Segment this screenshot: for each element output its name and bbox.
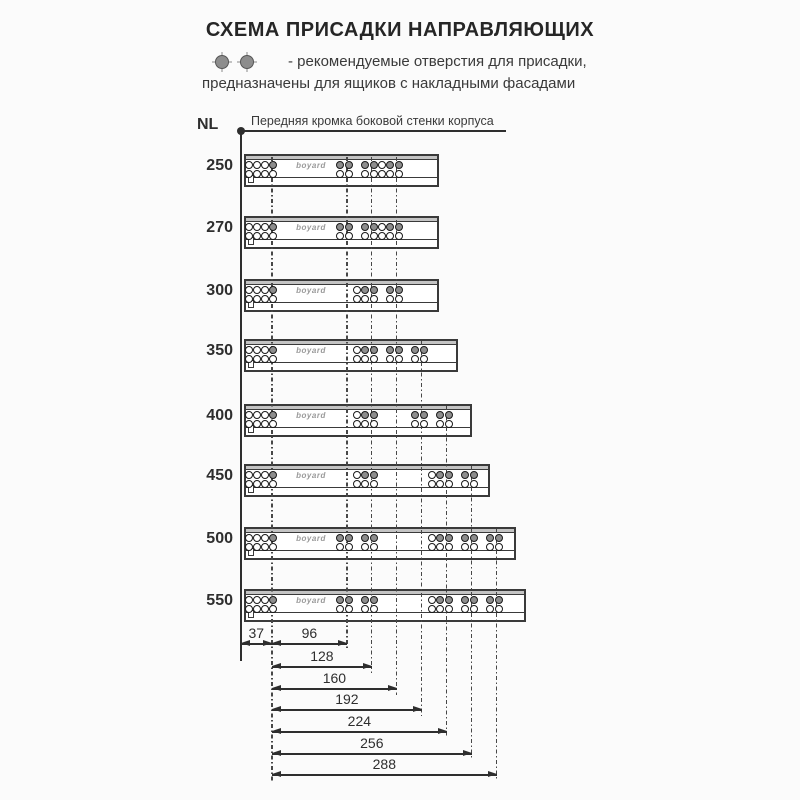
drill-hole — [336, 605, 344, 613]
drill-hole — [353, 471, 361, 479]
drill-hole — [245, 295, 253, 303]
drill-hole — [420, 420, 428, 428]
drill-hole — [370, 355, 378, 363]
drill-hole-recommended — [461, 596, 469, 604]
dimension-arrow-left — [272, 706, 281, 712]
drill-hole — [361, 232, 369, 240]
rail-top-band — [246, 591, 524, 595]
drill-hole — [245, 420, 253, 428]
drill-hole — [253, 161, 261, 169]
legend-line-1: - рекомендуемые отверстия для присадки, — [288, 53, 587, 70]
drill-hole — [253, 543, 261, 551]
drill-hole-recommended — [445, 471, 453, 479]
drill-hole — [345, 543, 353, 551]
brand-logo: boyard — [296, 534, 326, 543]
row-length-label: 500 — [206, 530, 233, 547]
drill-hole — [486, 605, 494, 613]
dimension-arrow-right — [463, 750, 472, 756]
dimension-arrow-left — [272, 750, 281, 756]
dimension-label: 128 — [310, 648, 334, 664]
front-edge-vertical-line — [240, 131, 242, 661]
drill-hole-recommended — [436, 411, 444, 419]
drill-hole-recommended — [436, 471, 444, 479]
drill-hole — [345, 605, 353, 613]
dimension-arrow-right — [438, 728, 447, 734]
drill-hole-recommended — [411, 346, 419, 354]
drill-hole — [353, 346, 361, 354]
rail-top-band — [246, 281, 437, 285]
drill-hole — [269, 232, 277, 240]
drill-hole-recommended — [269, 223, 277, 231]
drill-hole — [353, 355, 361, 363]
drill-hole — [261, 411, 269, 419]
dimension-label: 37 — [248, 625, 265, 641]
drill-hole — [420, 355, 428, 363]
drill-hole-recommended — [370, 223, 378, 231]
drill-hole-recommended — [445, 534, 453, 542]
drill-hole — [261, 596, 269, 604]
drill-hole — [245, 232, 253, 240]
drill-hole — [261, 295, 269, 303]
dimension-arrow-right — [338, 640, 347, 646]
drill-hole — [261, 480, 269, 488]
drill-hole — [269, 605, 277, 613]
drill-hole-recommended — [361, 223, 369, 231]
brand-logo: boyard — [296, 161, 326, 170]
drill-hole — [370, 605, 378, 613]
drill-hole — [269, 355, 277, 363]
drill-hole — [353, 295, 361, 303]
drill-hole — [261, 223, 269, 231]
drill-hole — [428, 543, 436, 551]
drill-hole — [353, 286, 361, 294]
drill-hole-recommended — [361, 411, 369, 419]
drill-hole — [261, 355, 269, 363]
drill-hole — [261, 346, 269, 354]
drill-hole — [378, 223, 386, 231]
brand-logo: boyard — [296, 286, 326, 295]
hole-axis-line — [421, 341, 422, 716]
drill-hole — [395, 295, 403, 303]
drill-hole — [445, 480, 453, 488]
drill-hole — [370, 420, 378, 428]
drill-hole — [345, 232, 353, 240]
hole-axis-line — [471, 466, 472, 760]
drill-hole-recommended — [395, 161, 403, 169]
drill-hole — [386, 170, 394, 178]
drill-hole — [245, 596, 253, 604]
drill-hole — [428, 596, 436, 604]
drill-hole — [345, 170, 353, 178]
drill-hole-recommended — [361, 596, 369, 604]
front-edge-horizontal-line — [240, 130, 506, 132]
drill-hole-recommended — [345, 161, 353, 169]
drill-hole-recommended — [269, 346, 277, 354]
front-edge-label: Передняя кромка боковой стенки корпуса — [251, 114, 494, 128]
drill-hole — [361, 480, 369, 488]
drill-hole-recommended — [461, 471, 469, 479]
drill-hole — [245, 605, 253, 613]
drill-hole — [461, 543, 469, 551]
drill-hole — [245, 480, 253, 488]
drill-hole-recommended — [370, 346, 378, 354]
drill-hole — [361, 420, 369, 428]
drill-hole — [253, 596, 261, 604]
row-length-label: 450 — [206, 467, 233, 484]
drill-hole — [245, 471, 253, 479]
drill-hole — [436, 543, 444, 551]
drill-hole-recommended — [370, 411, 378, 419]
rail-top-band — [246, 406, 470, 410]
drill-hole-recommended — [420, 411, 428, 419]
drill-hole — [395, 170, 403, 178]
row-length-label: 550 — [206, 592, 233, 609]
drill-hole — [245, 346, 253, 354]
rail-mid-line — [246, 612, 524, 613]
drill-hole — [253, 286, 261, 294]
drill-hole — [253, 170, 261, 178]
drill-hole — [253, 471, 261, 479]
drill-hole-recommended — [486, 596, 494, 604]
drill-hole — [261, 286, 269, 294]
hole-axis-line — [346, 157, 347, 650]
drill-hole — [261, 420, 269, 428]
dimension-arrow-left — [272, 663, 281, 669]
drill-hole-recommended — [336, 161, 344, 169]
drill-hole — [253, 420, 261, 428]
drill-hole — [486, 543, 494, 551]
drill-hole-recommended — [386, 161, 394, 169]
drill-hole — [336, 232, 344, 240]
drill-hole-recommended — [495, 596, 503, 604]
drill-hole — [436, 420, 444, 428]
drill-hole-recommended — [370, 596, 378, 604]
rail-top-band — [246, 218, 437, 222]
rail-top-band — [246, 156, 437, 160]
drill-hole — [261, 534, 269, 542]
drill-hole — [269, 543, 277, 551]
drill-hole — [245, 411, 253, 419]
drill-hole — [436, 480, 444, 488]
drill-hole — [470, 605, 478, 613]
drill-hole — [411, 420, 419, 428]
drill-hole-recommended — [269, 596, 277, 604]
brand-logo: boyard — [296, 411, 326, 420]
row-length-label: 350 — [206, 342, 233, 359]
rail-top-band — [246, 466, 488, 470]
drill-hole-recommended — [361, 346, 369, 354]
drill-hole-recommended — [361, 161, 369, 169]
drill-hole-recommended — [436, 596, 444, 604]
drill-hole-recommended — [445, 596, 453, 604]
drill-hole — [253, 355, 261, 363]
drill-hole — [395, 232, 403, 240]
drill-hole — [428, 605, 436, 613]
dimension-line — [272, 774, 497, 776]
drill-hole — [253, 232, 261, 240]
dimension-line — [272, 709, 422, 711]
drill-hole-recommended — [269, 161, 277, 169]
dimension-arrow-right — [363, 663, 372, 669]
drill-hole-recommended — [395, 286, 403, 294]
dimension-arrow-right — [413, 706, 422, 712]
row-length-label: 400 — [206, 407, 233, 424]
drill-hole — [245, 355, 253, 363]
drill-hole — [428, 480, 436, 488]
drill-hole-recommended — [420, 346, 428, 354]
drill-hole-recommended — [486, 534, 494, 542]
drill-hole-recommended — [370, 286, 378, 294]
drill-hole-recommended — [436, 534, 444, 542]
drill-hole — [269, 420, 277, 428]
row-length-label: 250 — [206, 157, 233, 174]
dimension-arrow-right — [388, 685, 397, 691]
drill-hole — [370, 232, 378, 240]
dimension-line — [272, 731, 447, 733]
drill-hole-recommended — [370, 161, 378, 169]
drill-hole-recommended — [445, 411, 453, 419]
dimension-arrow-left — [272, 728, 281, 734]
drill-hole — [445, 605, 453, 613]
drill-hole-recommended — [386, 223, 394, 231]
drill-hole-recommended — [395, 346, 403, 354]
dimension-label: 160 — [322, 670, 347, 686]
drill-hole — [470, 480, 478, 488]
dimension-label: 288 — [372, 756, 396, 772]
drill-hole-recommended — [269, 471, 277, 479]
drill-hole — [336, 170, 344, 178]
dimension-line — [272, 753, 472, 755]
drill-hole — [361, 295, 369, 303]
drill-hole — [245, 223, 253, 231]
brand-logo: boyard — [296, 471, 326, 480]
dimension-label: 192 — [335, 691, 359, 707]
nl-label: NL — [197, 116, 219, 133]
drill-hole-recommended — [336, 596, 344, 604]
brand-logo: boyard — [296, 223, 326, 232]
drill-hole-recommended — [470, 534, 478, 542]
drill-hole-recommended — [361, 286, 369, 294]
drill-hole-recommended — [269, 286, 277, 294]
drill-hole — [261, 605, 269, 613]
drill-hole-recommended — [345, 534, 353, 542]
drill-hole — [361, 605, 369, 613]
drill-hole — [253, 534, 261, 542]
drill-hole — [370, 543, 378, 551]
drill-hole — [495, 605, 503, 613]
drill-hole — [261, 161, 269, 169]
hole-axis-line — [446, 406, 447, 738]
drill-hole-recommended — [345, 596, 353, 604]
rail-top-band — [246, 529, 514, 533]
recommended-hole-icon — [235, 50, 259, 74]
drill-hole — [461, 480, 469, 488]
row-length-label: 300 — [206, 282, 233, 299]
drill-hole-recommended — [386, 286, 394, 294]
drill-hole-recommended — [395, 223, 403, 231]
brand-logo: boyard — [296, 346, 326, 355]
drill-hole — [428, 471, 436, 479]
drill-hole — [253, 411, 261, 419]
drill-hole — [253, 480, 261, 488]
drill-hole-recommended — [345, 223, 353, 231]
drill-hole — [378, 161, 386, 169]
drill-hole — [386, 232, 394, 240]
drill-hole — [245, 543, 253, 551]
drill-hole — [370, 480, 378, 488]
dimension-arrow-left — [272, 771, 281, 777]
dimension-arrow-left — [272, 685, 281, 691]
row-length-label: 270 — [206, 219, 233, 236]
drill-hole — [445, 543, 453, 551]
drill-hole-recommended — [470, 596, 478, 604]
drill-hole — [245, 286, 253, 294]
drill-hole — [461, 605, 469, 613]
drill-hole — [378, 170, 386, 178]
brand-logo: boyard — [296, 596, 326, 605]
drill-hole — [269, 170, 277, 178]
drill-hole — [336, 543, 344, 551]
drill-hole — [353, 420, 361, 428]
drill-hole — [370, 170, 378, 178]
drill-hole-recommended — [336, 223, 344, 231]
drill-hole-recommended — [495, 534, 503, 542]
drill-hole — [436, 605, 444, 613]
drill-hole — [245, 161, 253, 169]
dimension-label: 96 — [301, 625, 318, 641]
drill-hole-recommended — [269, 411, 277, 419]
drill-hole — [395, 355, 403, 363]
dimension-line — [272, 643, 347, 645]
drill-hole — [269, 480, 277, 488]
drill-hole-recommended — [336, 534, 344, 542]
drill-hole — [353, 480, 361, 488]
drill-hole — [361, 355, 369, 363]
drill-hole-recommended — [361, 534, 369, 542]
drill-hole — [361, 170, 369, 178]
drill-hole — [470, 543, 478, 551]
drill-hole — [253, 346, 261, 354]
drill-hole — [411, 355, 419, 363]
drill-hole-recommended — [411, 411, 419, 419]
slide-rail-550 — [244, 589, 526, 622]
drill-hole — [245, 534, 253, 542]
drill-hole — [261, 543, 269, 551]
page-title: СХЕМА ПРИСАДКИ НАПРАВЛЯЮЩИХ — [205, 19, 595, 41]
recommended-hole-icon — [210, 50, 234, 74]
hole-axis-line — [496, 529, 497, 781]
drill-hole — [253, 223, 261, 231]
dimension-line — [272, 666, 372, 668]
drill-hole — [378, 232, 386, 240]
drill-hole — [428, 534, 436, 542]
drill-hole — [353, 411, 361, 419]
drill-hole — [261, 232, 269, 240]
drill-hole — [253, 295, 261, 303]
dimension-label: 224 — [347, 713, 372, 729]
rail-top-band — [246, 341, 456, 345]
drill-hole — [495, 543, 503, 551]
drill-hole — [445, 420, 453, 428]
drill-hole — [269, 295, 277, 303]
drill-hole-recommended — [361, 471, 369, 479]
drill-hole — [386, 295, 394, 303]
drill-hole-recommended — [370, 534, 378, 542]
drill-hole-recommended — [386, 346, 394, 354]
drill-hole-recommended — [461, 534, 469, 542]
legend-line-2: предназначены для ящиков с накладными фасадами — [202, 75, 576, 92]
dimension-line — [272, 688, 397, 690]
drill-hole-recommended — [269, 534, 277, 542]
drill-hole-recommended — [470, 471, 478, 479]
drill-hole — [370, 295, 378, 303]
drill-hole — [261, 471, 269, 479]
drill-hole-recommended — [370, 471, 378, 479]
drill-hole — [261, 170, 269, 178]
drill-hole — [245, 170, 253, 178]
drill-hole — [386, 355, 394, 363]
dimension-label: 256 — [360, 735, 384, 751]
drill-hole — [253, 605, 261, 613]
dimension-arrow-right — [488, 771, 497, 777]
drill-hole — [361, 543, 369, 551]
